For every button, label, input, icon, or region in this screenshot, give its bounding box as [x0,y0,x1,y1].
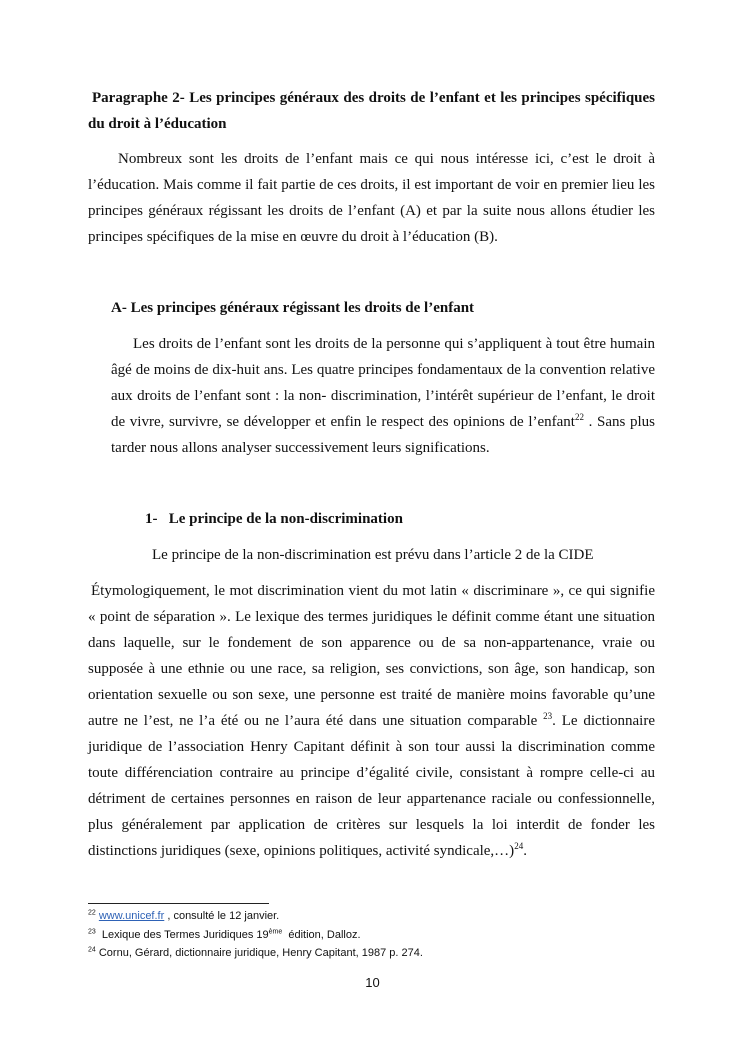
footnote-ref-23[interactable]: 23 [543,711,553,721]
footnote-separator [88,903,269,904]
footnote-24-number: 24 [88,946,96,954]
subsection-1-lead: Le principe de la non-discrimination est prévu dans l’article 2 de la CIDE [152,547,594,563]
footnote-24-text: Cornu, Gérard, dictionnaire juridique, Henry Capitant, 1987 p. 274. [95,947,423,959]
footnote-23-text-b: édition, Dalloz. [282,929,361,941]
discrimination-text-2: . Le dictionnaire juridique de l’association Henry Capitant définit à son tour aussi la discrimination comme toute différenciation contraire au principe d’égalité civile, consistant à rompre celle-ci au détriment de certaines personnes en raison de leur appartenance raciale ou confessionnelle, plus généralement par application de critères sur lesquels la loi interdit de fonder les distinctions juridiques (sexe, opinions politiques, activité syndicale,…) [88,713,655,859]
footnote-ref-24[interactable]: 24 [514,841,524,851]
discrimination-paragraph [88,578,655,864]
subsection-1-heading: 1- Le principe de la non-discrimination [145,511,403,527]
discrimination-text-1: Étymologiquement, le mot discrimination vient du mot latin « discriminare », ce qui signifie « point de séparation ». Le lexique des termes juridiques le définit comme étant une situation dans laquelle, sur le fondement de son apparence ou de sa non-appartenance, vraie ou supposée à une ethnie ou une race, sa religion, ses convictions, son âge, son handicap, son orientation sexuelle ou son sexe, une personne est traité de manière moins favorable qu’une autre ne l’est, ne l’a été ou ne l’aura été dans une situation comparable [88,583,655,729]
section-a-text-end: . Sans plus tarder nous allons analyser successivement leurs significations. [111,414,656,456]
footnote-22-number: 22 [88,909,96,917]
section-a-text: Les droits de l’enfant sont les droits de la personne qui s’appliquent à tout être humain âgé de moins de dix-huit ans. Les quatre principes fondamentaux de la convention relative aux droits de l’enfant sont : la non- discrimination, l’intérêt supérieur de l’enfant, le droit de vivre, survivre, se développer et enfin le respect des opinions de l’enfant [111,336,655,430]
footnote-22-text: , consulté le 12 janvier. [164,910,280,922]
intro-paragraph: Nombreux sont les droits de l’enfant mais ce qui nous intéresse ici, c’est le droit à l’éducation. Mais comme il fait partie de ces droits, il est important de voir en premier lieu les principes généraux régissant les droits de l’enfant (A) et par la suite nous allons étudier les principes spécifiques de la mise en œuvre du droit à l’éducation (B). [88,151,655,245]
footnote-24 [88,947,423,959]
section-a-heading: A- Les principes généraux régissant les droits de l’enfant [111,300,475,316]
discrimination-text-3: . [523,843,527,859]
paragraph-title: Paragraphe 2- Les principes généraux des droits de l’enfant et les principes spécifiques du droit à l’éducation [88,90,655,132]
section-a-paragraph [111,331,655,461]
footnote-23-number: 23 [88,928,96,936]
unicef-link[interactable]: www.unicef.fr [98,910,165,922]
page-number: 10 [365,975,380,990]
footnote-23-superscript: ème [268,928,283,936]
footnote-22 [88,910,279,922]
footnote-23 [88,929,361,941]
footnote-23-text-a: Lexique des Termes Juridiques 19 [95,929,269,941]
footnote-ref-22[interactable]: 22 [574,412,584,422]
